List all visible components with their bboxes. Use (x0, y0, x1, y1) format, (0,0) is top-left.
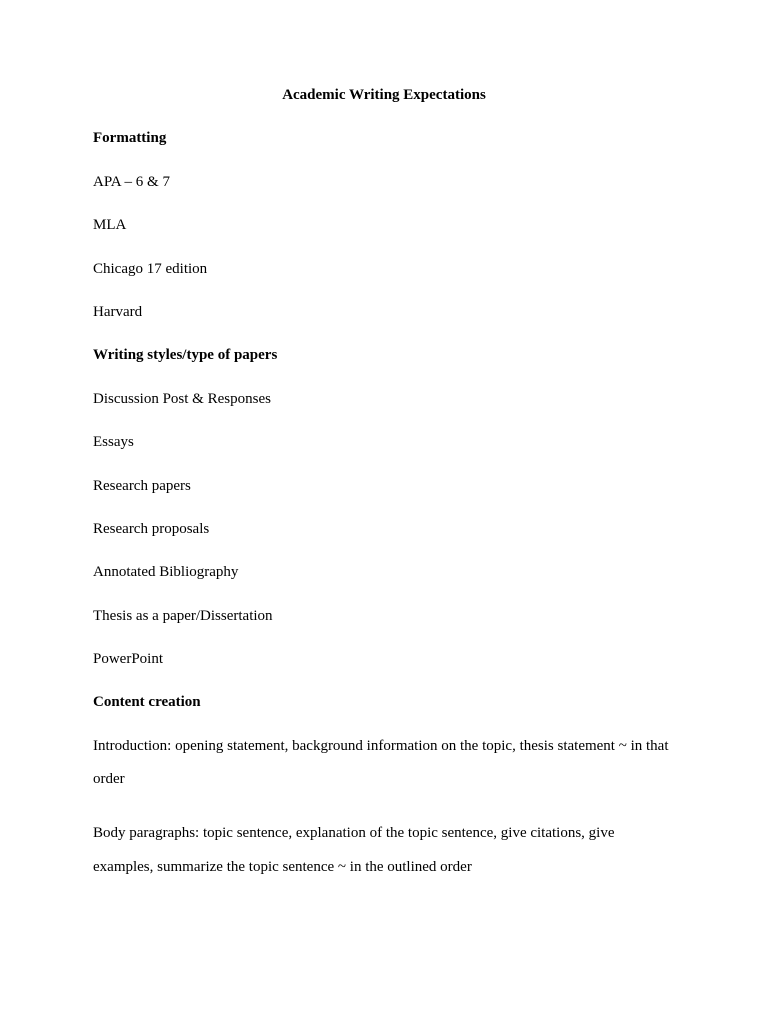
formatting-item: Harvard (93, 303, 143, 320)
paper-type-item: PowerPoint (93, 651, 164, 668)
section-heading-content-creation: Content creation (93, 694, 201, 711)
formatting-item: Chicago 17 edition (93, 260, 208, 277)
paper-type-item: Essays (93, 434, 134, 451)
formatting-item: APA – 6 & 7 (93, 173, 170, 190)
paper-type-item: Research proposals (93, 520, 210, 537)
section-heading-writing-styles: Writing styles/type of papers (93, 347, 278, 364)
formatting-item: MLA (93, 217, 127, 234)
paper-type-item: Research papers (93, 477, 191, 494)
content-paragraph-introduction: Introduction: opening statement, background information on the topic, thesis statement ~ in that order (93, 737, 669, 788)
paper-type-item: Annotated Bibliography (93, 564, 239, 581)
paper-type-item: Discussion Post & Responses (93, 390, 271, 407)
content-paragraph-body: Body paragraphs: topic sentence, explanation of the topic sentence, give citations, give examples, summarize the topic sentence ~ in the outlined order (93, 825, 615, 875)
document-title: Academic Writing Expectations (282, 87, 486, 103)
paper-type-item: Thesis as a paper/Dissertation (93, 607, 273, 624)
section-heading-formatting: Formatting (93, 130, 167, 147)
